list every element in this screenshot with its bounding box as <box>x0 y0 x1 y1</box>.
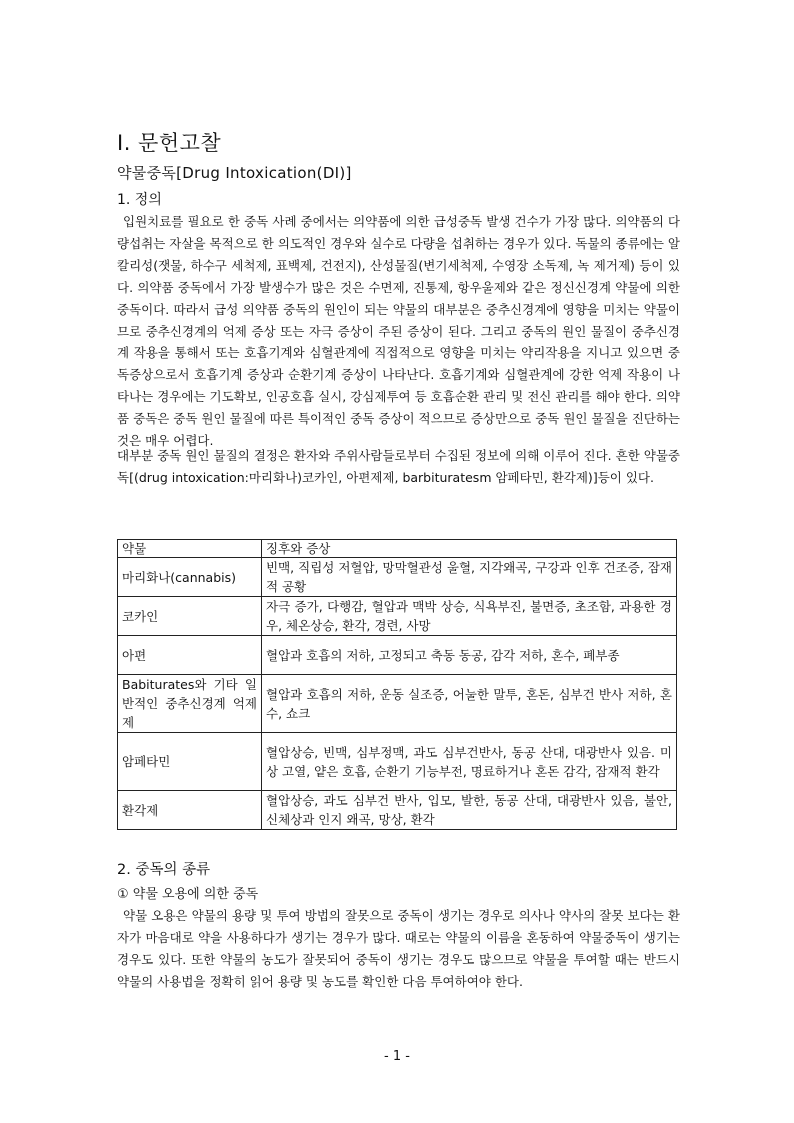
table-row <box>118 597 677 636</box>
heading-definition: 1. 정의 <box>117 192 162 208</box>
paragraph-common-drugs: 대부분 중독 원인 물질의 결정은 환자와 주위사람들로부터 수집된 정보에 의해 이루어 진다. 흔한 약물중독[(drug intoxication:마리화나)코카인, 아편제제, barbituratesm 암페타민, 환각제)]등이 있다. <box>117 448 680 485</box>
table-row <box>118 791 677 830</box>
heading-misuse: ① 약물 오용에 의한 중독 <box>117 887 259 902</box>
page-number: - 1 - <box>384 1049 410 1064</box>
symptoms-table <box>117 539 677 830</box>
table-cell-symptoms: 혈압상승, 과도 심부건 반사, 입모, 발한, 동공 산대, 대광반사 있음, 불안, 신체상과 인지 왜곡, 망상, 환각 <box>262 791 677 830</box>
table-header-drug: 약물 <box>118 540 262 558</box>
table-cell-drug: Babiturates와 기타 일반적인 중추신경계 억제제 <box>118 675 262 733</box>
table-header-symptoms: 징후와 증상 <box>262 540 677 558</box>
table-cell-symptoms: 자극 증가, 다행감, 혈압과 맥박 상승, 식욕부진, 불면증, 초조함, 과용한 경우, 체온상승, 환각, 경련, 사망 <box>262 597 677 636</box>
table-cell-symptoms: 혈압상승, 빈맥, 심부정맥, 과도 심부건반사, 동공 산대, 대광반사 있음. 미상 고열, 얕은 호흡, 순환기 기능부전, 명료하거나 혼돈 감각, 잠재적 환각 <box>262 733 677 791</box>
paragraph-definition: 입원치료를 필요로 한 중독 사례 중에서는 의약품에 의한 급성중독 발생 건수가 가장 많다. 의약품의 다량섭취는 자살을 목적으로 한 의도적인 경우와 실수로 다량을 섭취하는 경우가 있다. 독물의 종류에는 알칼리성(잿물, 하수구 세척제, 표백제, 건전지), 산성물질(변기세척제, 수영장 소독제, 녹 제거제) 등이 있다. 의약품 중독에서 가장 발생수가 많은 것은 수면제, 진통제, 항우울제와 같은 정신신경계 약물에 의한 중독이다. 따라서 급성 의약품 중독의 원인이 되는 약물의 대부분은 중추신경계에 영향을 미치는 약물이므로 중추신경계의 억제 증상 또는 자극 증상이 주된 증상이 된다. 그리고 중독의 원인 물질이 중추신경계 작용을 통해서 또는 호흡기계와 심혈관계에 직접적으로 영향을 미치는 약리작용을 지니고 있으면 중독증상으로서 호흡기계 증상과 순환기계 증상이 나타난다. 호흡기계와 심혈관계에 강한 억제 작용이 나타나는 경우에는 기도확보, 인공호흡 실시, 강심제투여 등 호흡순환 관리 및 전신 관리를 해야 한다. 의약품 중독은 중독 원인 물질에 따른 특이적인 중독 증상이 적으므로 증상만으로 중독 원인 물질을 진단하는 것은 매우 어렵다. <box>117 214 680 449</box>
paragraph-misuse: 약물 오용은 약물의 용량 및 투여 방법의 잘못으로 중독이 생기는 경우로 의사나 약사의 잘못 보다는 환자가 마음대로 약을 사용하다가 생기는 경우가 많다. 때로는 약물의 이름을 혼동하여 약물중독이 생기는 경우도 있다. 또한 약물의 농도가 잘못되어 중독이 생기는 경우도 많으므로 약물을 투여할 때는 반드시 약물의 사용법을 정확히 읽어 용량 및 농도를 확인한 다음 투여하여야 한다. <box>117 908 680 989</box>
document-subtitle: 약물중독[Drug Intoxication(DI)] <box>117 164 352 182</box>
table-row <box>118 675 677 733</box>
table-cell-symptoms: 빈맥, 직립성 저혈압, 망막혈관성 울혈, 지각왜곡, 구강과 인후 건조증, 잠재적 공황 <box>262 558 677 597</box>
table-cell-drug: 마리화나(cannabis) <box>118 558 262 597</box>
table-cell-drug: 아편 <box>118 636 262 675</box>
table-cell-drug: 환각제 <box>118 791 262 830</box>
table-cell-symptoms: 혈압과 호흡의 저하, 운동 실조증, 어눌한 말투, 혼돈, 심부건 반사 저하, 혼수, 쇼크 <box>262 675 677 733</box>
section-title: Ⅰ. 문헌고찰 <box>117 131 222 155</box>
table-cell-drug: 암페타민 <box>118 733 262 791</box>
table-cell-symptoms: 혈압과 호흡의 저하, 고정되고 축동 동공, 감각 저하, 혼수, 폐부종 <box>262 636 677 675</box>
table-cell-drug: 코카인 <box>118 597 262 636</box>
heading-types: 2. 중독의 종류 <box>117 862 211 878</box>
table-row <box>118 733 677 791</box>
table-row <box>118 636 677 675</box>
table-header-row <box>118 540 677 558</box>
table-row <box>118 558 677 597</box>
